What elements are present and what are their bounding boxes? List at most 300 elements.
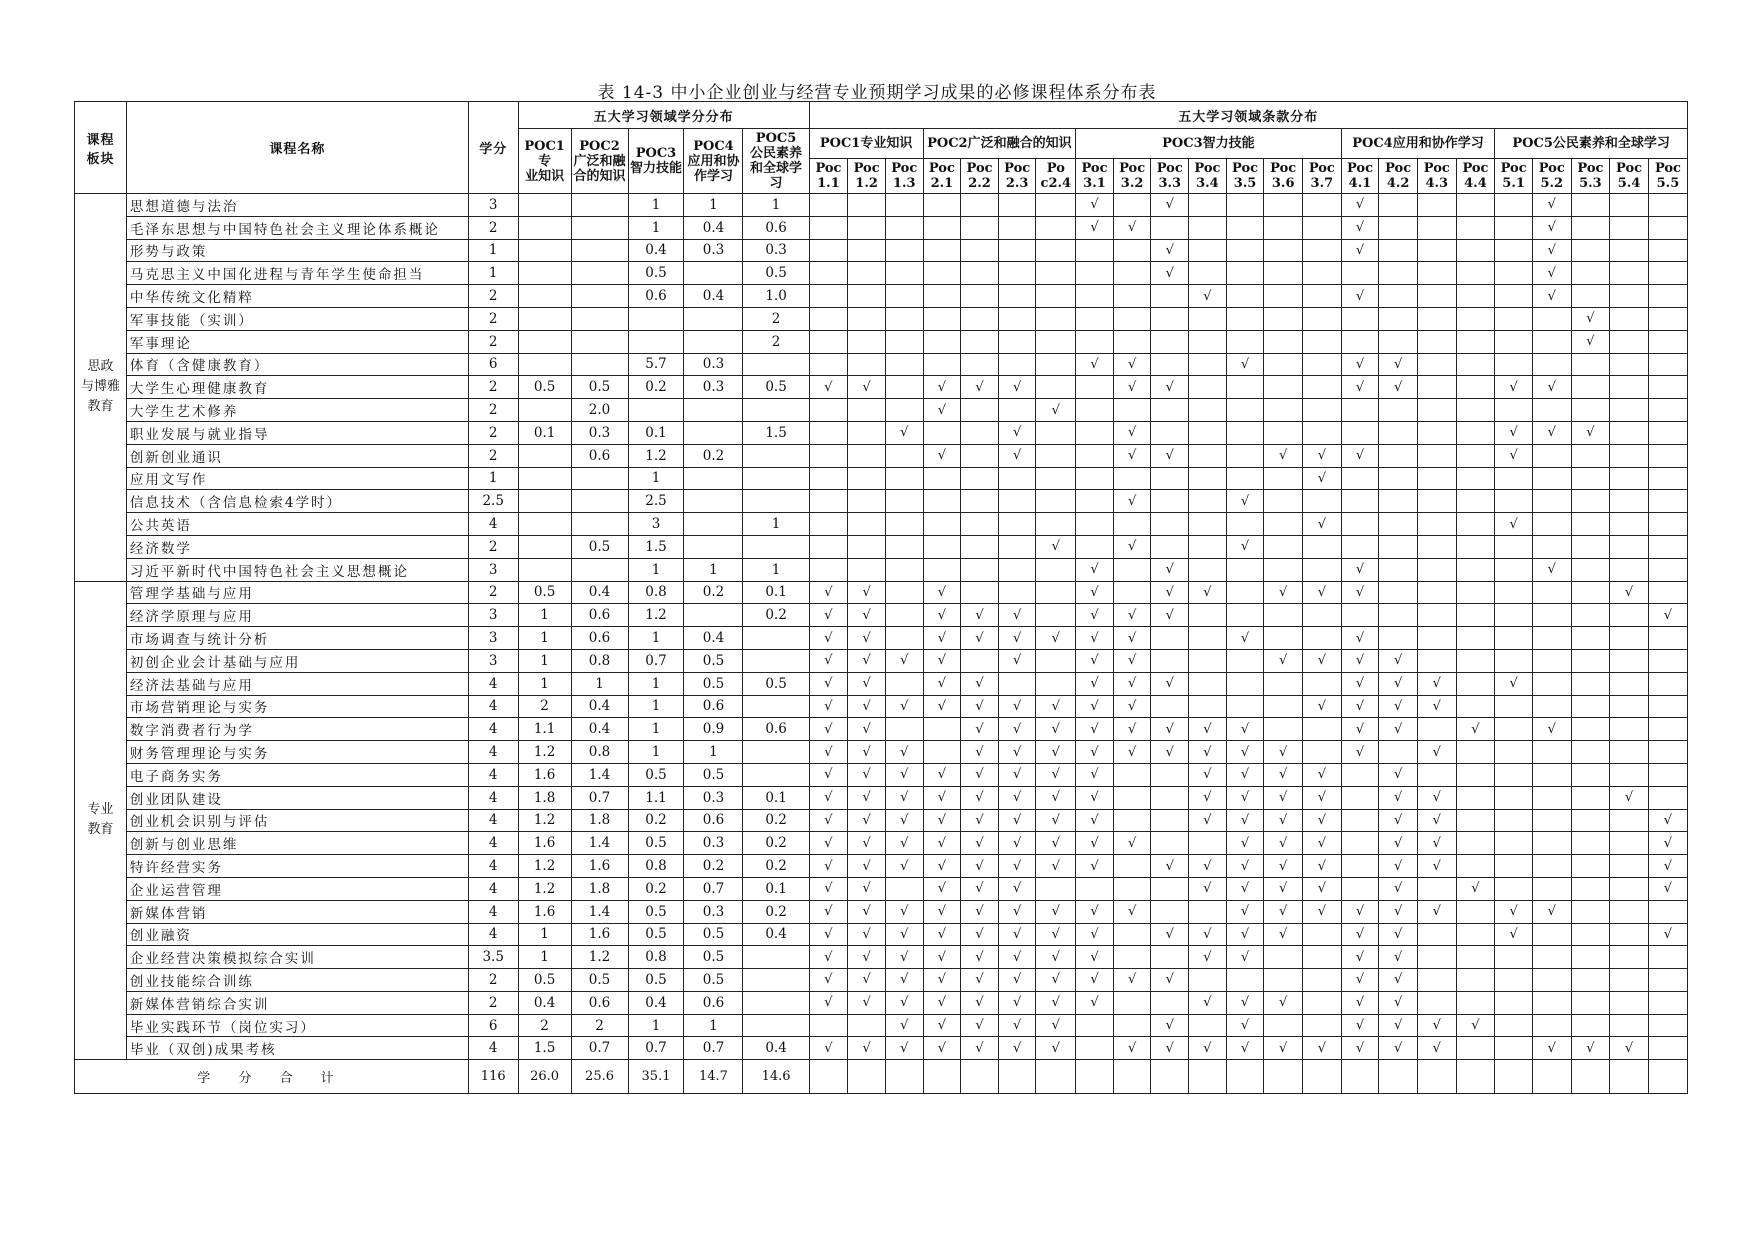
- poc5-credit-cell: 2: [743, 330, 809, 353]
- poc4-credit-cell: 0.2: [684, 581, 743, 604]
- poc1-credit-cell: [518, 490, 571, 513]
- total-empty-cell: [1076, 1060, 1114, 1094]
- check-cell: √: [1495, 672, 1533, 695]
- header-domain-poc3: POC3智力技能: [1076, 129, 1342, 159]
- check-cell: [1264, 558, 1303, 581]
- check-cell: √: [1303, 786, 1342, 809]
- poc3-credit-cell: 2.5: [628, 490, 684, 513]
- check-cell: √: [1456, 1014, 1495, 1037]
- course-name: 经济法基础与应用: [126, 672, 468, 695]
- course-name: 大学生心理健康教育: [126, 376, 468, 399]
- check-cell: [1151, 946, 1189, 969]
- check-cell: √: [1532, 239, 1571, 262]
- total-row: [75, 1060, 1688, 1094]
- check-cell: [1532, 786, 1571, 809]
- header-poc4-credit: POC4 应用和协 作学习: [684, 129, 743, 194]
- total-empty-cell: [923, 1060, 961, 1094]
- poc2-credit-cell: [571, 490, 628, 513]
- check-cell: [1303, 627, 1342, 650]
- poc2-credit-cell: 1.4: [571, 763, 628, 786]
- check-cell: √: [885, 923, 923, 946]
- check-cell: [1495, 855, 1533, 878]
- course-name: 应用文写作: [126, 467, 468, 490]
- check-cell: [1571, 490, 1610, 513]
- check-cell: [1076, 262, 1114, 285]
- check-cell: [1571, 672, 1610, 695]
- poc4-credit-cell: 1: [684, 194, 743, 217]
- check-cell: [1341, 399, 1379, 422]
- check-cell: [1417, 194, 1456, 217]
- check-cell: [1226, 513, 1264, 536]
- check-cell: √: [809, 1037, 848, 1060]
- check-cell: [1495, 946, 1533, 969]
- check-cell: [1226, 330, 1264, 353]
- check-cell: [1648, 421, 1687, 444]
- check-cell: [1571, 809, 1610, 832]
- check-cell: [1379, 444, 1418, 467]
- course-credit: 4: [468, 1037, 518, 1060]
- check-cell: √: [1341, 216, 1379, 239]
- poc4-credit-cell: 0.3: [684, 239, 743, 262]
- check-cell: √: [1379, 946, 1418, 969]
- poc5-credit-cell: 0.2: [743, 832, 809, 855]
- check-cell: [885, 672, 923, 695]
- course-credit: 1: [468, 239, 518, 262]
- check-cell: [1495, 285, 1533, 308]
- check-cell: [961, 239, 999, 262]
- check-cell: √: [923, 1037, 961, 1060]
- course-credit: 2: [468, 376, 518, 399]
- check-cell: [923, 535, 961, 558]
- poc4-credit-cell: [684, 604, 743, 627]
- header-sub-col: Poc 5.5: [1648, 159, 1687, 194]
- check-cell: [1303, 399, 1342, 422]
- check-cell: √: [1151, 855, 1189, 878]
- check-cell: [1532, 763, 1571, 786]
- check-cell: [1076, 421, 1114, 444]
- check-cell: [1417, 262, 1456, 285]
- check-cell: [1456, 900, 1495, 923]
- check-cell: √: [1076, 649, 1114, 672]
- check-cell: [1571, 855, 1610, 878]
- poc3-credit-cell: 0.5: [628, 900, 684, 923]
- check-cell: [809, 353, 848, 376]
- check-cell: [809, 444, 848, 467]
- check-cell: [885, 535, 923, 558]
- check-cell: √: [809, 672, 848, 695]
- check-cell: √: [1113, 1037, 1151, 1060]
- poc3-credit-cell: 0.1: [628, 421, 684, 444]
- check-cell: √: [961, 627, 999, 650]
- check-cell: √: [885, 991, 923, 1014]
- poc4-credit-cell: 0.2: [684, 855, 743, 878]
- check-cell: √: [1264, 855, 1303, 878]
- table-row: [75, 855, 1688, 878]
- check-cell: [1610, 604, 1649, 627]
- check-cell: √: [1151, 1014, 1189, 1037]
- poc2-credit-cell: [571, 285, 628, 308]
- poc3-credit-cell: 0.4: [628, 991, 684, 1014]
- check-cell: [1456, 604, 1495, 627]
- table-row: [75, 262, 1688, 285]
- check-cell: √: [961, 695, 999, 718]
- check-cell: [1495, 718, 1533, 741]
- check-cell: √: [885, 421, 923, 444]
- check-cell: [1341, 262, 1379, 285]
- check-cell: √: [809, 718, 848, 741]
- check-cell: √: [1379, 923, 1418, 946]
- poc3-credit-cell: 0.5: [628, 923, 684, 946]
- check-cell: √: [923, 1014, 961, 1037]
- check-cell: √: [1532, 1037, 1571, 1060]
- check-cell: [961, 353, 999, 376]
- check-cell: [1456, 581, 1495, 604]
- check-cell: √: [1610, 1037, 1649, 1060]
- check-cell: √: [998, 376, 1036, 399]
- check-cell: [1379, 216, 1418, 239]
- check-cell: √: [1456, 877, 1495, 900]
- check-cell: √: [1264, 649, 1303, 672]
- check-cell: √: [809, 923, 848, 946]
- check-cell: [1189, 1014, 1227, 1037]
- check-cell: [1648, 239, 1687, 262]
- check-cell: [848, 444, 886, 467]
- check-cell: √: [1226, 832, 1264, 855]
- poc3-credit-cell: 1.2: [628, 444, 684, 467]
- check-cell: [998, 558, 1036, 581]
- check-cell: √: [1226, 1037, 1264, 1060]
- course-name: 中华传统文化精粹: [126, 285, 468, 308]
- check-cell: [1648, 535, 1687, 558]
- check-cell: [1456, 421, 1495, 444]
- check-cell: [1189, 832, 1227, 855]
- check-cell: [1456, 490, 1495, 513]
- check-cell: √: [998, 604, 1036, 627]
- check-cell: [809, 330, 848, 353]
- poc1-credit-cell: [518, 467, 571, 490]
- check-cell: √: [1341, 376, 1379, 399]
- check-cell: [1113, 877, 1151, 900]
- check-cell: [1648, 399, 1687, 422]
- check-cell: [1036, 444, 1076, 467]
- poc4-credit-cell: 0.4: [684, 285, 743, 308]
- check-cell: [1417, 239, 1456, 262]
- check-cell: [1648, 285, 1687, 308]
- check-cell: √: [848, 877, 886, 900]
- course-name: 市场营销理论与实务: [126, 695, 468, 718]
- check-cell: √: [1264, 900, 1303, 923]
- course-credit: 2: [468, 307, 518, 330]
- check-cell: √: [923, 763, 961, 786]
- check-cell: [1417, 923, 1456, 946]
- check-cell: √: [809, 786, 848, 809]
- table-row: [75, 1014, 1688, 1037]
- check-cell: √: [1379, 877, 1418, 900]
- check-cell: [1417, 490, 1456, 513]
- check-cell: √: [923, 969, 961, 992]
- header-sub-col: Poc 3.4: [1189, 159, 1227, 194]
- check-cell: [1456, 809, 1495, 832]
- check-cell: [1610, 649, 1649, 672]
- check-cell: [1610, 923, 1649, 946]
- table-row: [75, 216, 1688, 239]
- poc1-credit-cell: [518, 239, 571, 262]
- poc3-credit-cell: 0.7: [628, 1037, 684, 1060]
- check-cell: [1610, 239, 1649, 262]
- check-cell: [885, 604, 923, 627]
- check-cell: √: [1151, 923, 1189, 946]
- check-cell: √: [1076, 718, 1114, 741]
- poc2-credit-cell: 0.6: [571, 444, 628, 467]
- check-cell: [1379, 513, 1418, 536]
- check-cell: [1456, 969, 1495, 992]
- course-credit: 4: [468, 513, 518, 536]
- check-cell: √: [1113, 649, 1151, 672]
- check-cell: [1610, 307, 1649, 330]
- check-cell: [1571, 946, 1610, 969]
- header-sub-col: Poc 3.3: [1151, 159, 1189, 194]
- check-cell: [961, 262, 999, 285]
- check-cell: [1456, 467, 1495, 490]
- poc2-credit-cell: [571, 467, 628, 490]
- check-cell: [1036, 649, 1076, 672]
- poc3-credit-cell: 0.2: [628, 809, 684, 832]
- check-cell: [1151, 490, 1189, 513]
- check-cell: [1341, 763, 1379, 786]
- header-count-distribution: 五大学习领域条款分布: [809, 102, 1687, 129]
- check-cell: [1303, 307, 1342, 330]
- course-credit: 4: [468, 809, 518, 832]
- check-cell: √: [1076, 741, 1114, 764]
- course-name: 数字消费者行为学: [126, 718, 468, 741]
- check-cell: [961, 558, 999, 581]
- check-cell: √: [1036, 535, 1076, 558]
- check-cell: [1610, 535, 1649, 558]
- check-cell: [848, 399, 886, 422]
- check-cell: √: [848, 376, 886, 399]
- check-cell: [1417, 763, 1456, 786]
- header-sub-col: Poc 3.2: [1113, 159, 1151, 194]
- block-professional-education: 专业 教育: [75, 581, 127, 1060]
- check-cell: [809, 307, 848, 330]
- poc5-credit-cell: [743, 991, 809, 1014]
- check-cell: √: [809, 900, 848, 923]
- check-cell: [1610, 672, 1649, 695]
- header-poc1-credit: POC1专 业知识: [518, 129, 571, 194]
- poc4-credit-cell: 0.3: [684, 832, 743, 855]
- check-cell: [1341, 786, 1379, 809]
- check-cell: [1303, 923, 1342, 946]
- check-cell: [1495, 558, 1533, 581]
- poc1-credit-cell: 1: [518, 627, 571, 650]
- check-cell: √: [1113, 216, 1151, 239]
- check-cell: [1610, 376, 1649, 399]
- table-row: [75, 718, 1688, 741]
- check-cell: √: [1076, 695, 1114, 718]
- check-cell: √: [885, 1014, 923, 1037]
- check-cell: √: [1417, 695, 1456, 718]
- check-cell: [1303, 672, 1342, 695]
- poc3-credit-cell: 1: [628, 1014, 684, 1037]
- poc1-credit-cell: 0.5: [518, 581, 571, 604]
- course-credit: 2: [468, 444, 518, 467]
- check-cell: √: [848, 649, 886, 672]
- total-credit: 116: [468, 1060, 518, 1094]
- check-cell: [1226, 467, 1264, 490]
- check-cell: [848, 421, 886, 444]
- check-cell: √: [1303, 649, 1342, 672]
- poc3-credit-cell: 1: [628, 672, 684, 695]
- check-cell: √: [1417, 1014, 1456, 1037]
- course-name: 经济数学: [126, 535, 468, 558]
- check-cell: [1648, 307, 1687, 330]
- total-empty-cell: [1456, 1060, 1495, 1094]
- check-cell: [1571, 399, 1610, 422]
- total-empty-cell: [1379, 1060, 1418, 1094]
- check-cell: [1417, 535, 1456, 558]
- check-cell: [1648, 991, 1687, 1014]
- check-cell: √: [1151, 239, 1189, 262]
- check-cell: √: [1303, 900, 1342, 923]
- check-cell: [1417, 399, 1456, 422]
- check-cell: √: [809, 581, 848, 604]
- poc2-credit-cell: [571, 330, 628, 353]
- check-cell: [1151, 877, 1189, 900]
- check-cell: [1571, 877, 1610, 900]
- check-cell: √: [1076, 923, 1114, 946]
- check-cell: [848, 353, 886, 376]
- check-cell: [1379, 581, 1418, 604]
- poc3-credit-cell: 0.2: [628, 877, 684, 900]
- check-cell: [1379, 490, 1418, 513]
- check-cell: [1532, 353, 1571, 376]
- poc5-credit-cell: 0.1: [743, 877, 809, 900]
- check-cell: [1189, 490, 1227, 513]
- check-cell: √: [1341, 285, 1379, 308]
- check-cell: [1495, 581, 1533, 604]
- check-cell: [1417, 991, 1456, 1014]
- check-cell: [1226, 558, 1264, 581]
- poc5-credit-cell: 0.5: [743, 376, 809, 399]
- check-cell: [1495, 262, 1533, 285]
- course-credit: 4: [468, 763, 518, 786]
- poc3-credit-cell: 0.6: [628, 285, 684, 308]
- poc2-credit-cell: 0.6: [571, 604, 628, 627]
- total-empty-cell: [961, 1060, 999, 1094]
- check-cell: √: [961, 672, 999, 695]
- header-credit-distribution: 五大学习领域学分分布: [518, 102, 809, 129]
- check-cell: [1113, 809, 1151, 832]
- check-cell: [998, 513, 1036, 536]
- total-empty-cell: [809, 1060, 848, 1094]
- check-cell: [1648, 627, 1687, 650]
- poc2-credit-cell: 0.4: [571, 718, 628, 741]
- check-cell: [848, 467, 886, 490]
- check-cell: [1495, 695, 1533, 718]
- check-cell: [885, 490, 923, 513]
- poc4-credit-cell: 0.5: [684, 969, 743, 992]
- course-credit: 4: [468, 718, 518, 741]
- check-cell: [1571, 239, 1610, 262]
- check-cell: [1456, 763, 1495, 786]
- check-cell: [885, 239, 923, 262]
- check-cell: √: [1379, 969, 1418, 992]
- check-cell: √: [1113, 421, 1151, 444]
- poc5-credit-cell: [743, 467, 809, 490]
- check-cell: √: [1189, 946, 1227, 969]
- check-cell: [1303, 194, 1342, 217]
- total-empty-cell: [1303, 1060, 1342, 1094]
- check-cell: [1379, 194, 1418, 217]
- poc2-credit-cell: [571, 513, 628, 536]
- table-row: [75, 239, 1688, 262]
- check-cell: √: [1189, 786, 1227, 809]
- check-cell: [1648, 330, 1687, 353]
- check-cell: [1151, 330, 1189, 353]
- check-cell: [998, 581, 1036, 604]
- check-cell: [1341, 877, 1379, 900]
- course-name: 体育（含健康教育）: [126, 353, 468, 376]
- poc3-credit-cell: 1: [628, 194, 684, 217]
- header-sub-col: Poc 3.6: [1264, 159, 1303, 194]
- poc4-credit-cell: 0.3: [684, 353, 743, 376]
- check-cell: [1532, 1014, 1571, 1037]
- check-cell: [1113, 946, 1151, 969]
- check-cell: [1076, 1037, 1114, 1060]
- poc4-credit-cell: 0.4: [684, 216, 743, 239]
- check-cell: [1495, 604, 1533, 627]
- check-cell: [1303, 330, 1342, 353]
- header-domain-poc2: POC2广泛和融合的知识: [923, 129, 1076, 159]
- check-cell: [1341, 535, 1379, 558]
- poc4-credit-cell: 0.6: [684, 695, 743, 718]
- check-cell: √: [848, 786, 886, 809]
- poc5-credit-cell: 1: [743, 194, 809, 217]
- poc1-credit-cell: [518, 307, 571, 330]
- check-cell: [885, 194, 923, 217]
- check-cell: √: [1151, 262, 1189, 285]
- header-sub-col: Poc 2.1: [923, 159, 961, 194]
- check-cell: [961, 513, 999, 536]
- check-cell: √: [1189, 763, 1227, 786]
- table-row: [75, 444, 1688, 467]
- check-cell: √: [1341, 239, 1379, 262]
- check-cell: √: [885, 946, 923, 969]
- check-cell: [1226, 376, 1264, 399]
- check-cell: √: [1648, 604, 1687, 627]
- check-cell: [1113, 855, 1151, 878]
- check-cell: √: [809, 946, 848, 969]
- table-row: [75, 763, 1688, 786]
- check-cell: √: [1341, 444, 1379, 467]
- poc4-credit-cell: 0.5: [684, 672, 743, 695]
- poc1-credit-cell: [518, 216, 571, 239]
- poc4-credit-cell: 0.7: [684, 877, 743, 900]
- check-cell: √: [1379, 855, 1418, 878]
- check-cell: √: [1341, 969, 1379, 992]
- check-cell: [1417, 444, 1456, 467]
- block-general-education: 思政 与博雅 教育: [75, 194, 127, 582]
- check-cell: √: [1113, 695, 1151, 718]
- check-cell: √: [923, 581, 961, 604]
- check-cell: [1189, 604, 1227, 627]
- course-credit: 1: [468, 467, 518, 490]
- check-cell: [1648, 900, 1687, 923]
- poc2-credit-cell: 0.8: [571, 649, 628, 672]
- header-sub-col: Poc 4.3: [1417, 159, 1456, 194]
- check-cell: [1379, 307, 1418, 330]
- check-cell: √: [1226, 900, 1264, 923]
